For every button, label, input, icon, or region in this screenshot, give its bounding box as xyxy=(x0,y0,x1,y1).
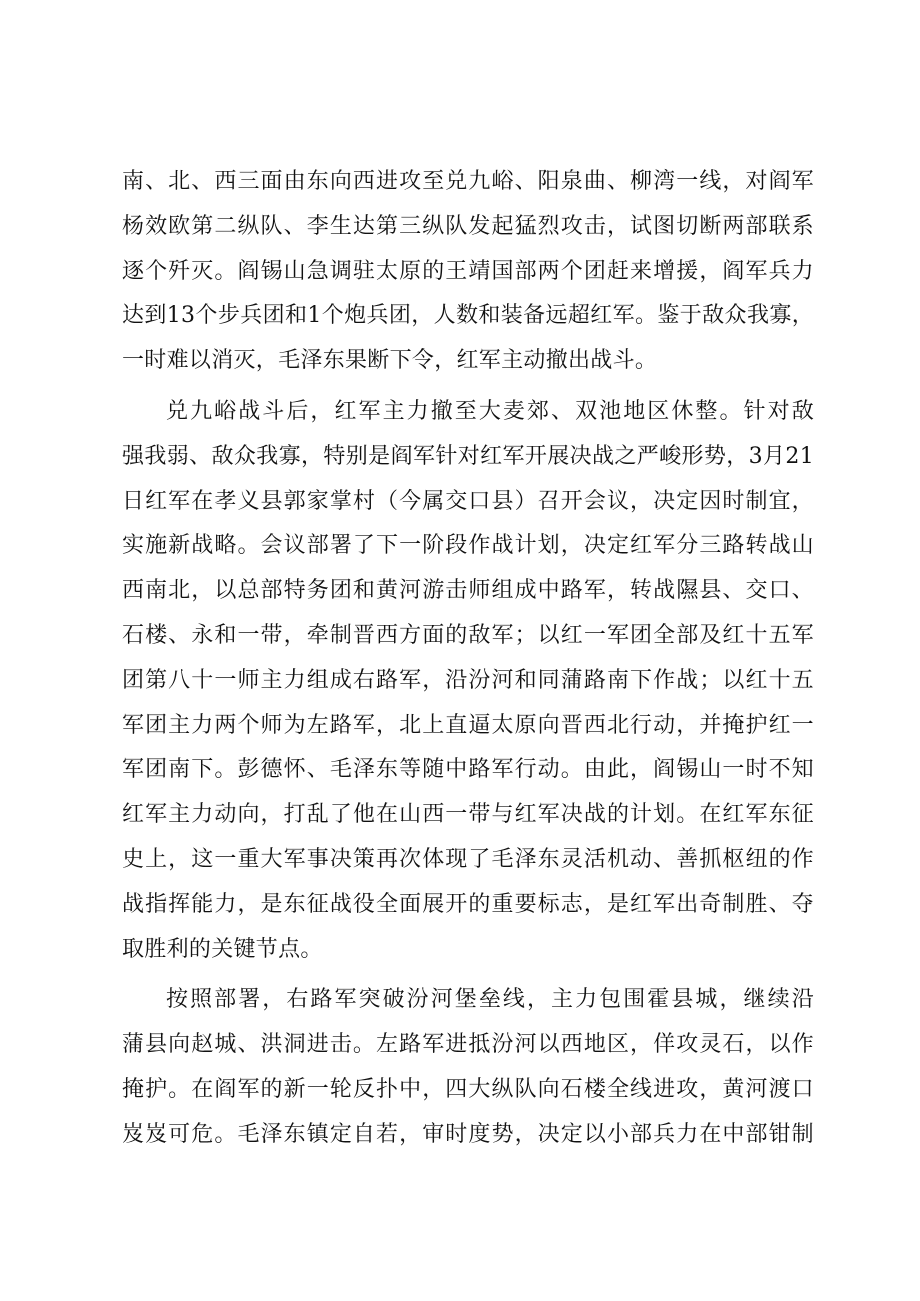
text-line: 战指挥能力，是东征战役全面展开的重要标志，是红军出奇制胜、夺 xyxy=(122,891,814,917)
text-line: 逐个歼灭。阎锡山急调驻太原的王靖国部两个团赶来增援，阎军兵力 xyxy=(122,258,814,284)
text-line: 杨效欧第二纵队、李生达第三纵队发起猛烈攻击，试图切断两部联系 xyxy=(122,213,814,239)
text-line: 蒲县向赵城、洪洞进击。左路军进抵汾河以西地区，佯攻灵石，以作 xyxy=(122,1032,814,1058)
body-text xyxy=(122,160,814,1158)
text-line: 石楼、永和一带，牵制晋西方面的敌军；以红一军团全部及红十五军 xyxy=(122,622,814,648)
text-line: 南、北、西三面由东向西进攻至兑九峪、阳泉曲、柳湾一线，对阎军 xyxy=(122,169,814,194)
text-line: 取胜利的关键节点。 xyxy=(122,936,323,962)
text-line: 西南北，以总部特务团和黄河游击师组成中路军，转战隰县、交口、 xyxy=(122,578,814,604)
text-line: 岌岌可危。毛泽东镇定自若，审时度势，决定以小部兵力在中部钳制 xyxy=(122,1121,814,1147)
text-line: 军团南下。彭德怀、毛泽东等随中路军行动。由此，阎锡山一时不知 xyxy=(122,757,814,783)
text-line: 兑九峪战斗后，红军主力撤至大麦郊、双池地区休整。针对敌 xyxy=(166,398,814,424)
text-line: 达到13个步兵团和1个炮兵团，人数和装备远超红军。鉴于敌众我寡， xyxy=(122,303,814,329)
text-line: 史上，这一重大军事决策再次体现了毛泽东灵活机动、善抓枢纽的作 xyxy=(122,846,814,872)
text-line: 日红军在孝义县郭家掌村（今属交口县）召开会议，决定因时制宜， xyxy=(122,488,814,514)
text-line: 一时难以消灭，毛泽东果断下令，红军主动撤出战斗。 xyxy=(122,348,658,374)
text-line: 强我弱、敌众我寡，特别是阎军针对红军开展决战之严峻形势，3月21 xyxy=(122,443,814,469)
text-line: 军团主力两个师为左路军，北上直逼太原向晋西北行动，并掩护红一 xyxy=(122,712,814,738)
text-line: 实施新战略。会议部署了下一阶段作战计划，决定红军分三路转战山 xyxy=(122,533,814,559)
text-line: 团第八十一师主力组成右路军，沿汾河和同蒲路南下作战；以红十五 xyxy=(122,667,814,693)
text-line: 按照部署，右路军突破汾河堡垒线，主力包围霍县城，继续沿 xyxy=(166,987,814,1013)
text-line: 掩护。在阎军的新一轮反扑中，四大纵队向石楼全线进攻，黄河渡口 xyxy=(122,1076,814,1102)
paragraph-2 xyxy=(122,390,814,972)
paragraph-3 xyxy=(122,978,814,1157)
paragraph-1 xyxy=(122,160,814,384)
text-line: 红军主力动向，打乱了他在山西一带与红军决战的计划。在红军东征 xyxy=(122,802,814,828)
